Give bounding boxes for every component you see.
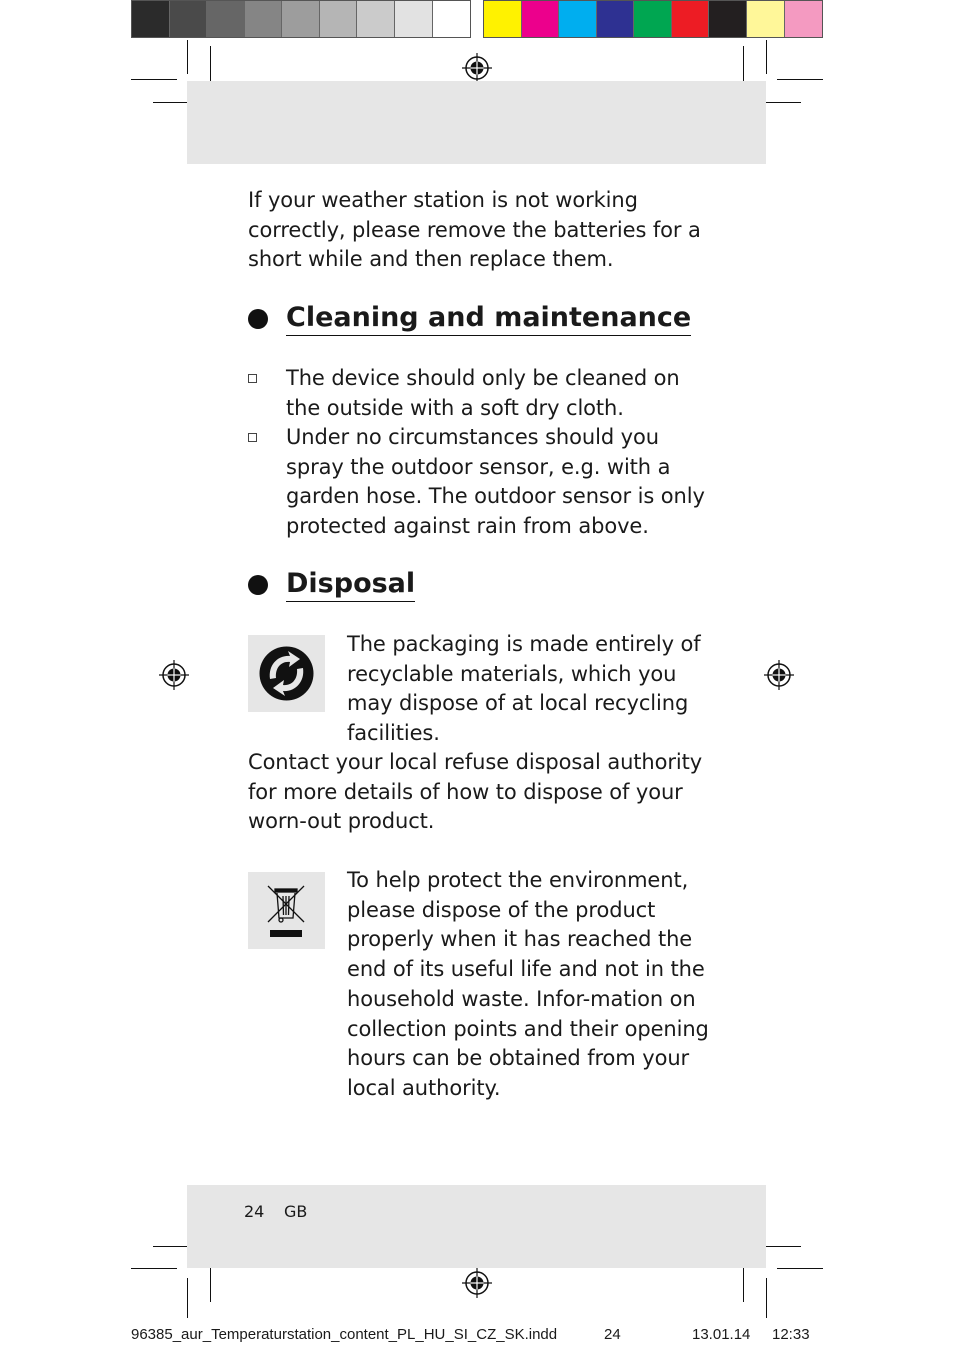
colour-swatch bbox=[320, 1, 358, 37]
colour-swatch bbox=[597, 1, 635, 37]
slug-filename: 96385_aur_Temperaturstation_content_PL_HU_SI_CZ_SK.indd bbox=[131, 1326, 558, 1343]
colour-swatch bbox=[672, 1, 710, 37]
colour-swatch bbox=[484, 1, 522, 37]
colour-swatch bbox=[747, 1, 785, 37]
recycling-arrows-icon bbox=[248, 635, 325, 712]
registration-mark-icon bbox=[462, 1268, 492, 1298]
list-item bbox=[248, 423, 718, 543]
crop-mark bbox=[766, 1278, 767, 1318]
disposal-heading-text: Disposal bbox=[286, 568, 415, 602]
crop-mark bbox=[187, 1278, 188, 1318]
crop-mark bbox=[777, 79, 823, 80]
crossed-out-wheelie-bin-icon bbox=[248, 872, 325, 949]
colour-swatch bbox=[207, 1, 245, 37]
page-number: 24 bbox=[244, 1202, 265, 1221]
header-band bbox=[187, 81, 766, 164]
disposal-heading bbox=[248, 568, 415, 602]
colour-swatch bbox=[785, 1, 823, 37]
packaging-paragraph: The packaging is made entirely of recyclable materials, which you may dispose of at local recycling facilities. bbox=[347, 632, 701, 746]
crop-mark bbox=[187, 40, 188, 74]
crop-mark bbox=[743, 46, 744, 86]
crop-mark bbox=[766, 40, 767, 74]
crop-mark bbox=[131, 79, 177, 80]
registration-mark-icon bbox=[462, 53, 492, 83]
crop-mark bbox=[743, 1262, 744, 1302]
square-bullet-icon bbox=[248, 374, 257, 383]
colour-swatch bbox=[433, 1, 471, 37]
heading-bullet-icon bbox=[248, 309, 268, 329]
crop-mark bbox=[210, 1262, 211, 1302]
slug-date: 13.01.14 bbox=[692, 1326, 751, 1343]
language-code: GB bbox=[284, 1202, 308, 1221]
contact-paragraph: Contact your local refuse disposal authority for more details of how to dispose of your worn-out product. bbox=[248, 750, 703, 834]
crop-mark bbox=[761, 1246, 801, 1247]
colour-swatch bbox=[357, 1, 395, 37]
colour-swatch bbox=[170, 1, 208, 37]
colour-swatch bbox=[559, 1, 597, 37]
crop-mark bbox=[210, 46, 211, 86]
slug-time: 12:33 bbox=[772, 1326, 810, 1343]
colour-swatch bbox=[709, 1, 747, 37]
slug-page: 24 bbox=[604, 1326, 621, 1343]
square-bullet-icon bbox=[248, 433, 257, 442]
crop-mark bbox=[131, 1268, 177, 1269]
registration-mark-icon bbox=[764, 660, 794, 690]
weee-paragraph: To help protect the environment, please dispose of the product properly when it has reached the end of its useful life and not in the household waste. Infor-mation on collection points and their opening hours can be obtained from your local authority. bbox=[347, 868, 709, 1100]
colour-swatch bbox=[245, 1, 283, 37]
heading-bullet-icon bbox=[248, 575, 268, 595]
colour-swatch bbox=[395, 1, 433, 37]
grey-calibration-strip bbox=[131, 0, 471, 38]
colour-swatch bbox=[282, 1, 320, 37]
colour-swatch bbox=[634, 1, 672, 37]
registration-mark-icon bbox=[159, 660, 189, 690]
list-item-text: The device should only be cleaned on the outside with a soft dry cloth. bbox=[286, 366, 680, 420]
colour-swatch bbox=[132, 1, 170, 37]
crop-mark bbox=[761, 102, 801, 103]
footer-band bbox=[187, 1185, 766, 1268]
list-item bbox=[248, 364, 718, 424]
list-item-text: Under no circumstances should you spray the outdoor sensor, e.g. with a garden hose. The outdoor sensor is only protected against rain from above. bbox=[286, 425, 705, 539]
colour-calibration-strip bbox=[483, 0, 823, 38]
cleaning-heading bbox=[248, 302, 691, 336]
intro-paragraph: If your weather station is not working correctly, please remove the batteries for a short while and then replace them. bbox=[248, 188, 701, 272]
crop-mark bbox=[777, 1268, 823, 1269]
cleaning-heading-text: Cleaning and maintenance bbox=[286, 302, 691, 336]
colour-swatch bbox=[522, 1, 560, 37]
